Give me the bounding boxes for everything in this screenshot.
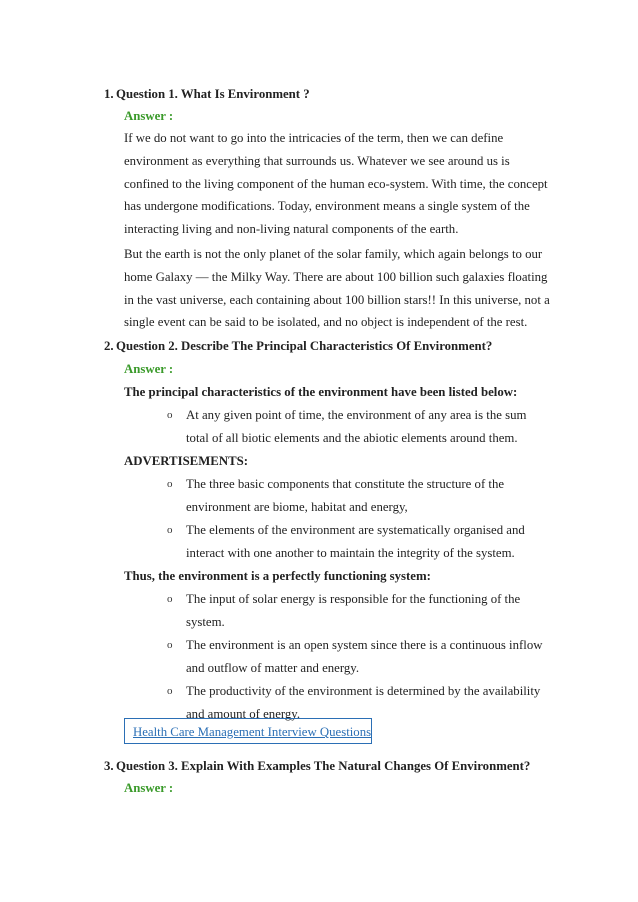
bullet-glyph: o: [167, 524, 173, 536]
q2-bullet6-line: and amount of energy.: [186, 707, 301, 721]
q2-bullet3-line: interact with one another to maintain the integrity of the system.: [186, 546, 515, 560]
q2-bullet1-line: At any given point of time, the environment of any area is the sum: [186, 408, 527, 422]
related-link-box: [124, 718, 372, 744]
bullet-glyph: o: [167, 593, 173, 605]
q2-bullet4-line: system.: [186, 615, 225, 629]
bullet-glyph: o: [167, 685, 173, 697]
q1-para1-line: has undergone modifications. Today, environment means a single system of the: [124, 199, 530, 213]
q1-number: 1.: [104, 87, 114, 101]
bullet-glyph: o: [167, 409, 173, 421]
q2-title: Question 2. Describe The Principal Characteristics Of Environment?: [116, 339, 493, 353]
q1-para1-line: If we do not want to go into the intricacies of the term, then we can define: [124, 131, 504, 145]
q2-bullet1-line: total of all biotic elements and the abiotic elements around them.: [186, 431, 518, 445]
q2-thus: Thus, the environment is a perfectly functioning system:: [124, 569, 431, 583]
q1-para1-line: interacting living and non-living natural components of the earth.: [124, 222, 459, 236]
q1-para1-line: environment as everything that surrounds us. Whatever we see around us is: [124, 154, 510, 168]
q3-number: 3.: [104, 759, 114, 773]
health-care-management-link[interactable]: Health Care Management Interview Questions: [133, 725, 372, 739]
q2-intro: The principal characteristics of the environment have been listed below:: [124, 385, 518, 399]
q2-bullet5-line: The environment is an open system since there is a continuous inflow: [186, 638, 543, 652]
q1-para2-line: in the vast universe, each containing about 100 billion stars!! In this universe, not a: [124, 293, 550, 307]
q2-number: 2.: [104, 339, 114, 353]
q2-bullet2-line: environment are biome, habitat and energy,: [186, 500, 408, 514]
q2-bullet6-line: The productivity of the environment is determined by the availability: [186, 684, 541, 698]
bullet-glyph: o: [167, 478, 173, 490]
q1-title: Question 1. What Is Environment ?: [116, 87, 310, 101]
q1-para2-line: single event can be said to be isolated, and no object is independent of the rest.: [124, 315, 528, 329]
q2-bullet3-line: The elements of the environment are systematically organised and: [186, 523, 525, 537]
q2-bullet5-line: and outflow of matter and energy.: [186, 661, 360, 675]
q2-answer-label: Answer :: [124, 362, 174, 376]
q1-answer-label: Answer :: [124, 109, 174, 123]
q1-para2-line: home Galaxy — the Milky Way. There are about 100 billion such galaxies floating: [124, 270, 548, 284]
q3-answer-label: Answer :: [124, 781, 174, 795]
ads-label: ADVERTISEMENTS:: [124, 454, 248, 468]
q3-title: Question 3. Explain With Examples The Natural Changes Of Environment?: [116, 759, 531, 773]
q1-para1-line: confined to the living component of the human eco-system. With time, the concept: [124, 177, 548, 191]
q2-bullet2-line: The three basic components that constitute the structure of the: [186, 477, 505, 491]
q2-bullet4-line: The input of solar energy is responsible for the functioning of the: [186, 592, 521, 606]
q1-para2-line: But the earth is not the only planet of the solar family, which again belongs to our: [124, 247, 543, 261]
bullet-glyph: o: [167, 639, 173, 651]
